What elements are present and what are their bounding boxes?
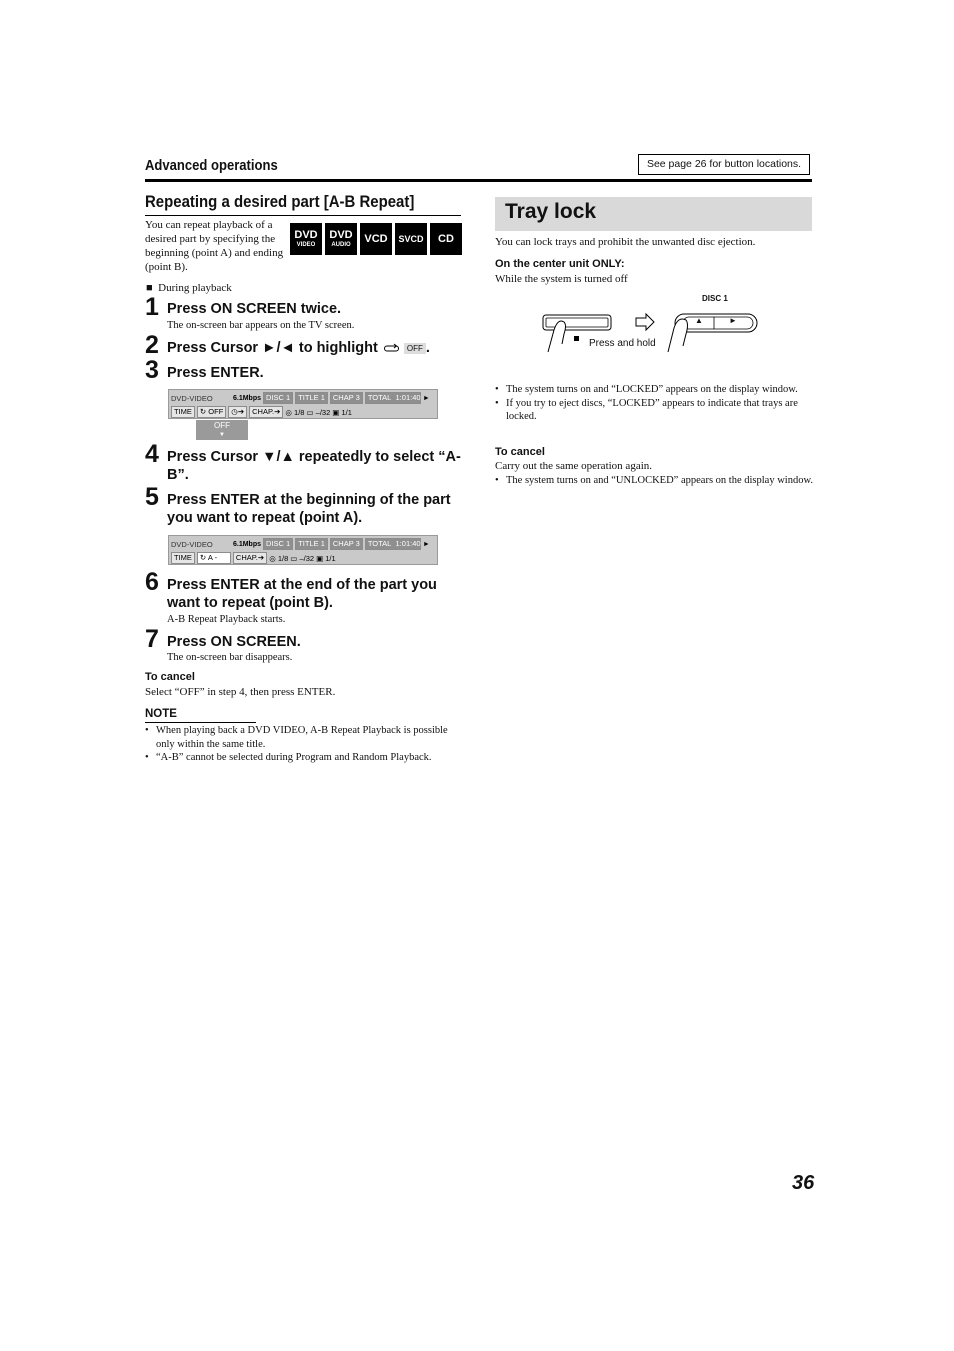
cd-icon: CD (430, 223, 462, 255)
tray-lock-intro: You can lock trays and prohibit the unwanted disc ejection. (495, 236, 756, 248)
note-list (145, 724, 463, 765)
osd-bitrate: 6.1Mbps (233, 540, 262, 548)
osd-chap: CHAP 3 (330, 538, 363, 550)
osd-clock-icon: ◷➔ (228, 406, 247, 418)
play-icon: ► (729, 316, 737, 325)
ab-repeat-title: Repeating a desired part [A-B Repeat] (145, 192, 415, 211)
osd-repeat-dropdown: OFF ▼ (196, 420, 248, 440)
step-number-4: 4 (145, 440, 159, 468)
list-item: • “A-B” cannot be selected during Program and Random Playback. (145, 751, 463, 765)
tray-cancel-heading: To cancel (495, 446, 545, 458)
disc-type-icons (290, 223, 462, 255)
step-5-text: Press ENTER at the beginning of the part you want to repeat (point A). (167, 492, 451, 526)
osd-total: TOTAL 1:01:40 (365, 392, 421, 404)
osd-audio: ◎ 1/8 (285, 407, 305, 417)
osd-total: TOTAL 1:01:40 (365, 538, 421, 550)
section-header: Advanced operations (145, 158, 278, 174)
osd-chap: CHAP 3 (330, 392, 363, 404)
osd-subtitle: ▭ –/32 (290, 553, 315, 563)
step-number-7: 7 (145, 625, 159, 653)
audio-icon: ◎ (269, 553, 276, 563)
osd-disc: DISC 1 (263, 392, 293, 404)
center-unit-only-label: On the center unit ONLY: (495, 258, 625, 270)
eject-icon: ▲ (695, 316, 703, 325)
to-cancel-heading: To cancel (145, 671, 195, 683)
step-number-3: 3 (145, 356, 159, 384)
list-item: • The system turns on and “LOCKED” appears on the display window. (495, 383, 813, 397)
osd-subtitle: ▭ –/32 (306, 407, 331, 417)
square-bullet-icon: ■ (146, 282, 153, 294)
tray-lock-title: Tray lock (505, 200, 597, 223)
page-number: 36 (792, 1172, 815, 1194)
tray-cancel-text: Carry out the same operation again. (495, 460, 653, 472)
dvd-audio-icon: DVD AUDIO (325, 223, 357, 255)
step-7-note: The on-screen bar disappears. (167, 652, 293, 663)
list-item: • The system turns on and “UNLOCKED” appears on the display window. (495, 474, 813, 488)
dvd-video-icon: DVD VIDEO (290, 223, 322, 255)
dropdown-arrow-icon: ▼ (219, 432, 225, 438)
osd-play-icon: ► (422, 540, 430, 548)
tray-lock-diagram (540, 290, 770, 360)
vcd-icon: VCD (360, 223, 392, 255)
to-cancel-text: Select “OFF” in step 4, then press ENTER. (145, 686, 336, 698)
osd-bitrate: 6.1Mbps (233, 394, 262, 402)
tray-cancel-results (495, 474, 813, 488)
step-number-5: 5 (145, 483, 159, 511)
osd-repeat-button: ↻ A - (197, 552, 231, 564)
step-1-text: Press ON SCREEN twice. (167, 301, 342, 317)
press-and-hold-label: Press and hold (589, 338, 656, 349)
step-3-text: Press ENTER. (167, 365, 264, 381)
subtitle-icon: ▭ (306, 407, 314, 417)
header-rule (145, 179, 812, 182)
osd-chap-button: CHAP.➔ (249, 406, 283, 418)
step-7-text: Press ON SCREEN. (167, 634, 301, 650)
step-6-text: Press ENTER at the end of the part you want to repeat (point B). (167, 577, 437, 611)
step-2-text: Press Cursor ►/◄ to highlight OFF . (167, 340, 430, 356)
step-number-2: 2 (145, 331, 159, 359)
note-heading: NOTE (145, 708, 177, 720)
camera-icon: ▣ (316, 553, 324, 563)
repeat-icon (384, 343, 400, 353)
osd-audio: ◎ 1/8 (269, 553, 289, 563)
list-item: • If you try to eject discs, “LOCKED” appears to indicate that trays are locked. (495, 397, 813, 424)
osd-play-icon: ► (422, 394, 430, 402)
osd-time-button: TIME (171, 406, 195, 418)
camera-icon: ▣ (332, 407, 340, 417)
osd-title: TITLE 1 (295, 538, 328, 550)
disc-1-label: DISC 1 (702, 294, 728, 303)
center-unit-illustration (540, 290, 770, 360)
subtitle-icon: ▭ (290, 553, 298, 563)
osd-chap-button: CHAP.➔ (233, 552, 267, 564)
osd-time-button: TIME (171, 552, 195, 564)
osd-source: DVD-VIDEO (171, 539, 213, 549)
on-screen-bar-a (168, 535, 438, 565)
osd-angle: ▣ 1/1 (316, 553, 336, 563)
ab-repeat-intro: You can repeat playback of a desired part by specifying the beginning (point A) and ending (point B). (145, 219, 284, 273)
step-4-text: Press Cursor ▼/▲ repeatedly to select “A-B”. (167, 449, 461, 483)
step-1-note: The on-screen bar appears on the TV screen. (167, 320, 355, 331)
osd-source: DVD-VIDEO (171, 393, 213, 403)
button-location-note: See page 26 for button locations. (638, 154, 810, 175)
list-item: • When playing back a DVD VIDEO, A-B Repeat Playback is possible only within the same title. (145, 724, 463, 751)
tray-lock-results (495, 383, 813, 424)
osd-repeat-button: ↻ OFF (197, 406, 226, 418)
note-rule (145, 722, 256, 723)
ab-repeat-rule (145, 215, 461, 216)
osd-title: TITLE 1 (295, 392, 328, 404)
step-6-note: A-B Repeat Playback starts. (167, 614, 286, 625)
svcd-icon: SVCD (395, 223, 427, 255)
while-off-text: While the system is turned off (495, 273, 628, 285)
during-playback-label: ■ During playback (146, 282, 232, 294)
step-number-6: 6 (145, 568, 159, 596)
step-number-1: 1 (145, 293, 159, 321)
repeat-off-indicator: OFF (384, 339, 426, 357)
on-screen-bar-off (168, 389, 438, 419)
osd-disc: DISC 1 (263, 538, 293, 550)
audio-icon: ◎ (285, 407, 292, 417)
osd-angle: ▣ 1/1 (332, 407, 352, 417)
